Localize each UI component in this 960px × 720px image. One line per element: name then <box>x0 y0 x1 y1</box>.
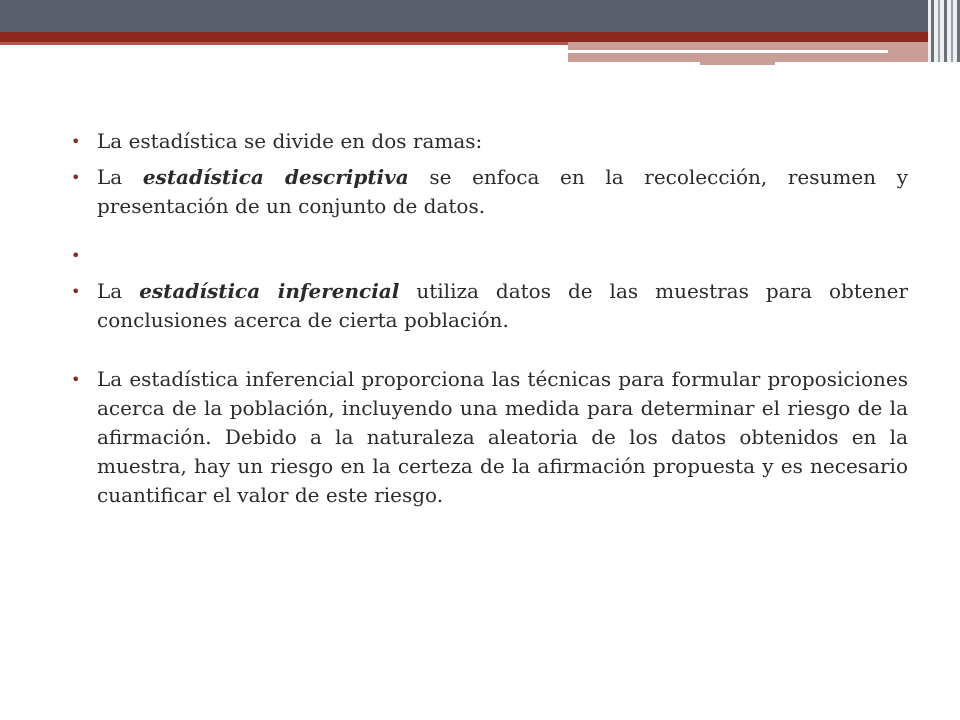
bullet-text-pre: La <box>97 165 143 189</box>
bullet-item-inferencial <box>70 277 908 335</box>
header-band-red-thin <box>0 42 568 45</box>
bullet-item-inferencial-detail <box>70 365 908 510</box>
header-band-gray <box>0 0 960 32</box>
bullet-list <box>70 127 908 510</box>
header-band-white-line <box>568 50 888 53</box>
bullet-text-post: utiliza datos de las muestras para obtener conclusiones acerca de cierta población. <box>97 279 909 332</box>
bullet-item-intro <box>70 127 908 156</box>
term-descriptiva: estadística descriptiva <box>142 165 409 189</box>
slide-body <box>70 127 908 517</box>
term-inferencial: estadística inferencial <box>139 279 400 303</box>
bullet-text-pre: La <box>97 279 140 303</box>
bullet-item-empty <box>70 241 908 270</box>
bullet-text: La estadística inferencial proporciona las técnicas para formular proposiciones acerca de la población, incluyendo una medida para determinar el riesgo de la afirmación. Debido a la naturaleza aleatoria de los datos obtenidos en la muestra, hay un riesgo en la certeza de la afirmación propuesta y es necesario cuantificar el valor de este riesgo. <box>97 367 908 507</box>
header-stripes <box>928 0 960 62</box>
bullet-item-descriptiva <box>70 163 908 221</box>
bullet-text-post: se enfoca en la recolección, resumen y presentación de un conjunto de datos. <box>97 165 908 218</box>
bullet-text: La estadística se divide en dos ramas: <box>97 129 483 153</box>
header-band-red <box>0 32 960 42</box>
header-band-pink-tail <box>700 62 775 65</box>
